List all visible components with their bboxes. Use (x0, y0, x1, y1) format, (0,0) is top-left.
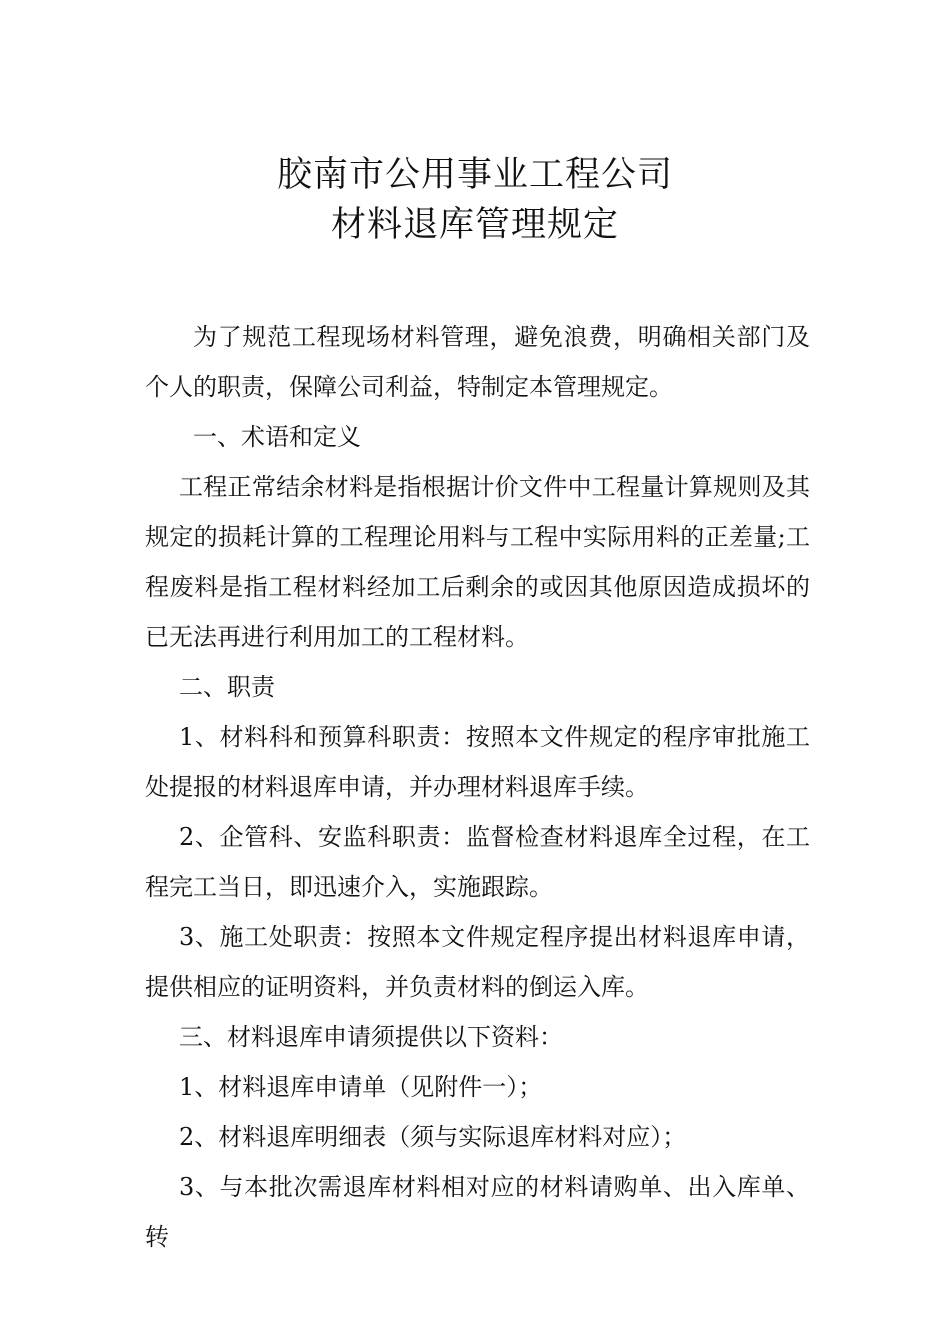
section-heading-terms: 一、术语和定义 (193, 423, 361, 451)
list-item-3: 3、与本批次需退库材料相对应的材料请购单、出入库单、转 (145, 1173, 810, 1251)
section-heading-materials: 三、材料退库申请须提供以下资料： (179, 1023, 563, 1051)
paragraph-definitions: 工程正常结余材料是指根据计价文件中工程量计算规则及其规定的损耗计算的工程理论用料与工程中实际用料的正差量;工程废料是指工程材料经加工后剩余的或因其他原因造成损坏的已无法再进行利用加工的工程材料。 (145, 473, 810, 651)
document-body (145, 312, 810, 1262)
list-item-2: 2、材料退库明细表（须与实际退库材料对应）； (179, 1123, 687, 1151)
paragraph-duty-3: 3、施工处职责：按照本文件规定程序提出材料退库申请，提供相应的证明资料，并负责材料的倒运入库。 (145, 923, 810, 1001)
document-title (0, 150, 950, 250)
title-company: 胶南市公用事业工程公司 (276, 155, 673, 195)
paragraph-duty-1: 1、材料科和预算科职责：按照本文件规定的程序审批施工处提报的材料退库申请，并办理材料退库手续。 (145, 723, 810, 801)
paragraph-duty-2: 2、企管科、安监科职责：监督检查材料退库全过程，在工程完工当日，即迅速介入，实施跟踪。 (145, 823, 810, 901)
section-heading-duties: 二、职责 (179, 673, 275, 701)
title-regulation: 材料退库管理规定 (330, 205, 619, 245)
list-item-1: 1、材料退库申请单（见附件一）； (179, 1073, 543, 1101)
paragraph-purpose: 为了规范工程现场材料管理，避免浪费，明确相关部门及个人的职责，保障公司利益，特制定本管理规定。 (145, 323, 810, 401)
